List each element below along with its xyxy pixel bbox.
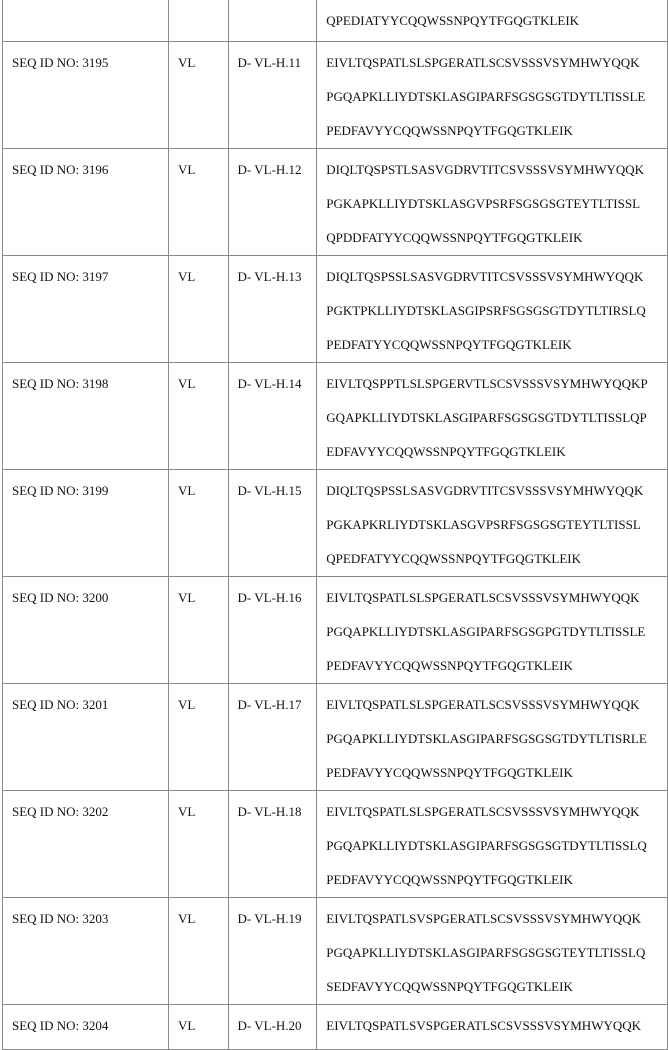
seq-id-cell: SEQ ID NO: 3200: [3, 577, 169, 684]
construct-name-cell: D- VL-H.12: [228, 149, 317, 256]
sequence-cell: [317, 42, 668, 149]
sequence-cell: [317, 1005, 668, 1050]
construct-name-cell: D- VL-H.13: [228, 256, 317, 363]
sequence-line: PGQAPKLLIYDTSKLASGIPARFSGSGSGTDYTLTISRLE: [326, 722, 667, 756]
seq-id-cell: SEQ ID NO: 3203: [3, 898, 169, 1005]
sequence-line: EIVLTQSPATLSLSPGERATLSCSVSSSVSYMHWYQQK: [326, 795, 667, 829]
table-row: [3, 42, 668, 149]
sequence-cell: [317, 470, 668, 577]
sequence-line: EIVLTQSPATLSVSPGERATLSCSVSSSVSYMHWYQQK: [326, 902, 667, 936]
sequence-line: GQAPKLLIYDTSKLASGIPARFSGSGSGTDYTLTISSLQP: [326, 401, 667, 435]
chain-type-cell: VL: [169, 256, 228, 363]
construct-name-cell: D- VL-H.16: [228, 577, 317, 684]
sequence-line: PEDFATYYCQQWSSNPQYTFGQGTKLEIK: [326, 328, 667, 362]
table-row: [3, 256, 668, 363]
chain-type-cell: VL: [169, 791, 228, 898]
sequence-line: EIVLTQSPATLSVSPGERATLSCSVSSSVSYMHWYQQK: [326, 1009, 667, 1043]
seq-id-cell: [3, 0, 169, 42]
sequence-line: EIVLTQSPPTLSLSPGERVTLSCSVSSSVSYMHWYQQKP: [326, 367, 667, 401]
sequence-line: EIVLTQSPATLSLSPGERATLSCSVSSSVSYMHWYQQK: [326, 46, 667, 80]
table-row: [3, 470, 668, 577]
table-row: [3, 898, 668, 1005]
seq-id-cell: SEQ ID NO: 3195: [3, 42, 169, 149]
sequence-line: EIVLTQSPATLSLSPGERATLSCSVSSSVSYMHWYQQK: [326, 688, 667, 722]
construct-name-cell: D- VL-H.18: [228, 791, 317, 898]
seq-id-cell: SEQ ID NO: 3198: [3, 363, 169, 470]
sequence-line: PEDFAVYYCQQWSSNPQYTFGQGTKLEIK: [326, 863, 667, 897]
construct-name-cell: D- VL-H.20: [228, 1005, 317, 1050]
sequence-line: PEDFAVYYCQQWSSNPQYTFGQGTKLEIK: [326, 114, 667, 148]
sequence-line: PGKTPKLLIYDTSKLASGIPSRFSGSGSGTDYTLTIRSLQ: [326, 294, 667, 328]
construct-name-cell: D- VL-H.15: [228, 470, 317, 577]
chain-type-cell: VL: [169, 42, 228, 149]
table-row: [3, 684, 668, 791]
sequence-line: PGQAPKLLIYDTSKLASGIPARFSGSGSGTDYTLTISSLE: [326, 80, 667, 114]
sequence-line: PGKAPKLLIYDTSKLASGVPSRFSGSGSGTEYTLTISSL: [326, 187, 667, 221]
chain-type-cell: VL: [169, 577, 228, 684]
sequence-line: EDFAVYYCQQWSSNPQYTFGQGTKLEIK: [326, 435, 667, 469]
sequence-cell: [317, 256, 668, 363]
chain-type-cell: VL: [169, 149, 228, 256]
construct-name-cell: D- VL-H.17: [228, 684, 317, 791]
sequence-line: QPEDIATYYCQQWSSNPQYTFGQGTKLEIK: [326, 4, 667, 38]
sequence-line: PGQAPKLLIYDTSKLASGIPARFSGSGSGTEYTLTISSLQ: [326, 936, 667, 970]
sequence-line: EIVLTQSPATLSLSPGERATLSCSVSSSVSYMHWYQQK: [326, 581, 667, 615]
sequence-table: [2, 0, 668, 1050]
construct-name-cell: D- VL-H.19: [228, 898, 317, 1005]
sequence-cell: [317, 577, 668, 684]
seq-id-cell: SEQ ID NO: 3201: [3, 684, 169, 791]
construct-name-cell: D- VL-H.14: [228, 363, 317, 470]
table-row: [3, 363, 668, 470]
sequence-cell: [317, 898, 668, 1005]
sequence-cell: [317, 0, 668, 42]
seq-id-cell: SEQ ID NO: 3202: [3, 791, 169, 898]
seq-id-cell: SEQ ID NO: 3204: [3, 1005, 169, 1050]
chain-type-cell: [169, 0, 228, 42]
sequence-line: DIQLTQSPSSLSASVGDRVTITCSVSSSVSYMHWYQQK: [326, 474, 667, 508]
table-row: [3, 0, 668, 42]
sequence-line: PGQAPKLLIYDTSKLASGIPARFSGSGSGTDYTLTISSLQ: [326, 829, 667, 863]
sequence-line: PEDFAVYYCQQWSSNPQYTFGQGTKLEIK: [326, 649, 667, 683]
sequence-line: QPDDFATYYCQQWSSNPQYTFGQGTKLEIK: [326, 221, 667, 255]
chain-type-cell: VL: [169, 898, 228, 1005]
table-row: [3, 577, 668, 684]
table-row: [3, 149, 668, 256]
construct-name-cell: [228, 0, 317, 42]
seq-id-cell: SEQ ID NO: 3199: [3, 470, 169, 577]
sequence-line: PGQAPKLLIYDTSKLASGIPARFSGSGPGTDYTLTISSLE: [326, 615, 667, 649]
table-row: [3, 1005, 668, 1050]
chain-type-cell: VL: [169, 1005, 228, 1050]
construct-name-cell: D- VL-H.11: [228, 42, 317, 149]
sequence-line: DIQLTQSPSTLSASVGDRVTITCSVSSSVSYMHWYQQK: [326, 153, 667, 187]
seq-id-cell: SEQ ID NO: 3197: [3, 256, 169, 363]
sequence-line: PGKAPKRLIYDTSKLASGVPSRFSGSGSGTEYTLTISSL: [326, 508, 667, 542]
sequence-cell: [317, 791, 668, 898]
sequence-table-body: [3, 0, 668, 1050]
sequence-line: DIQLTQSPSSLSASVGDRVTITCSVSSSVSYMHWYQQK: [326, 260, 667, 294]
sequence-line: QPEDFATYYCQQWSSNPQYTFGQGTKLEIK: [326, 542, 667, 576]
chain-type-cell: VL: [169, 363, 228, 470]
sequence-cell: [317, 149, 668, 256]
chain-type-cell: VL: [169, 470, 228, 577]
sequence-cell: [317, 684, 668, 791]
sequence-line: SEDFAVYYCQQWSSNPQYTFGQGTKLEIK: [326, 970, 667, 1004]
seq-id-cell: SEQ ID NO: 3196: [3, 149, 169, 256]
sequence-line: PEDFAVYYCQQWSSNPQYTFGQGTKLEIK: [326, 756, 667, 790]
sequence-cell: [317, 363, 668, 470]
chain-type-cell: VL: [169, 684, 228, 791]
table-row: [3, 791, 668, 898]
